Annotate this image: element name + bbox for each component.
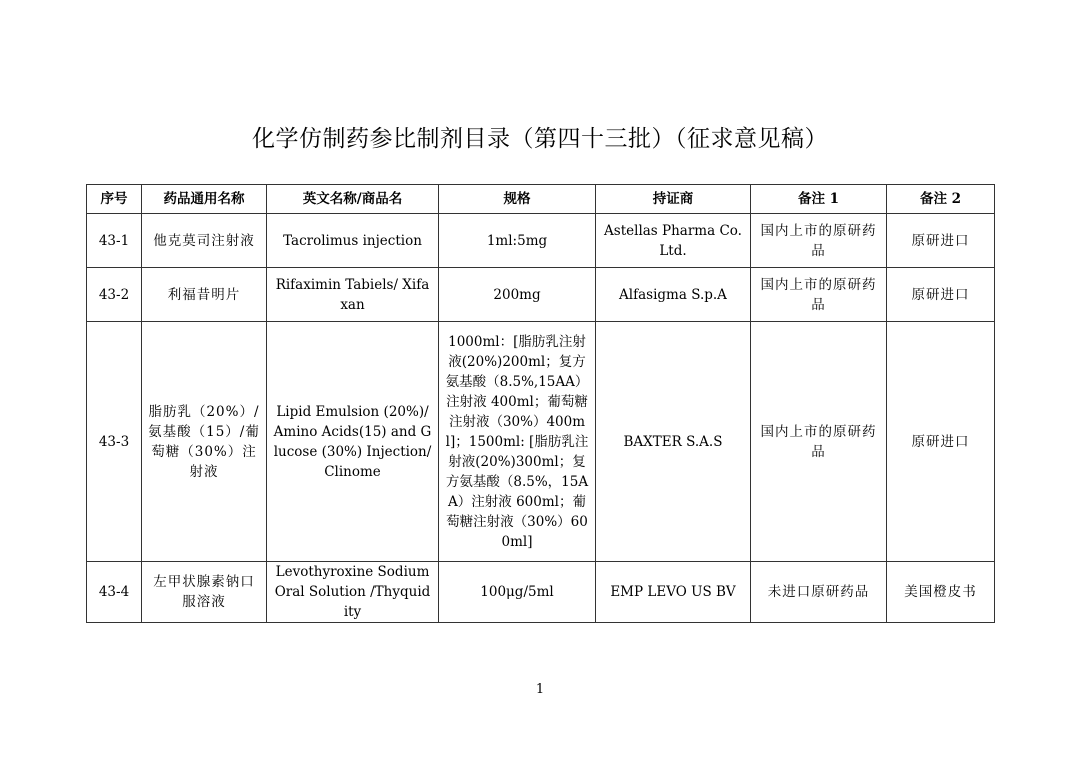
cell-holder: Astellas Pharma Co. Ltd. (596, 214, 751, 268)
cell-serial: 43-4 (87, 562, 142, 623)
cell-generic-name: 利福昔明片 (142, 268, 267, 322)
cell-note2: 原研进口 (887, 214, 995, 268)
cell-holder: Alfasigma S.p.A (596, 268, 751, 322)
cell-spec: 200mg (439, 268, 596, 322)
header-note2: 备注 2 (887, 185, 995, 214)
header-generic-name: 药品通用名称 (142, 185, 267, 214)
cell-holder: BAXTER S.A.S (596, 322, 751, 562)
cell-serial: 43-1 (87, 214, 142, 268)
cell-spec: 1ml:5mg (439, 214, 596, 268)
cell-note2: 美国橙皮书 (887, 562, 995, 623)
cell-note1: 国内上市的原研药品 (751, 214, 887, 268)
header-spec: 规格 (439, 185, 596, 214)
reference-drug-table (86, 184, 995, 623)
table-row (87, 322, 995, 562)
cell-generic-name: 他克莫司注射液 (142, 214, 267, 268)
cell-english-name: Rifaximin Tabiels/ Xifaxan (267, 268, 439, 322)
header-holder: 持证商 (596, 185, 751, 214)
cell-note1: 未进口原研药品 (751, 562, 887, 623)
cell-serial: 43-3 (87, 322, 142, 562)
cell-holder: EMP LEVO US BV (596, 562, 751, 623)
cell-spec: 100μg/5ml (439, 562, 596, 623)
cell-note2: 原研进口 (887, 268, 995, 322)
cell-note1: 国内上市的原研药品 (751, 268, 887, 322)
cell-english-name: Lipid Emulsion (20%)/Amino Acids(15) and Glucose (30%) Injection/Clinome (267, 322, 439, 562)
table-row (87, 562, 995, 623)
table-header-row (87, 185, 995, 214)
table-row (87, 268, 995, 322)
document-title: 化学仿制药参比制剂目录（第四十三批）（征求意见稿） (252, 126, 828, 152)
cell-note2: 原研进口 (887, 322, 995, 562)
cell-english-name: Levothyroxine Sodium Oral Solution /Thyquidity (267, 562, 439, 623)
cell-note1: 国内上市的原研药品 (751, 322, 887, 562)
header-note1: 备注 1 (751, 185, 887, 214)
cell-generic-name: 左甲状腺素钠口服溶液 (142, 562, 267, 623)
cell-english-name: Tacrolimus injection (267, 214, 439, 268)
page-number: 1 (535, 682, 545, 697)
table-row (87, 214, 995, 268)
cell-spec: 1000ml：[脂肪乳注射液(20%)200ml；复方氨基酸（8.5%,15AA）注射液 400ml；葡萄糖注射液（30%）400ml]；1500ml: [脂肪乳注射液(20%)300ml；复方氨基酸（8.5%，15AA）注射液 600ml；葡萄糖注射液（30%）600ml] (439, 322, 596, 562)
header-serial: 序号 (87, 185, 142, 214)
cell-generic-name: 脂肪乳（20%）/氨基酸（15）/葡萄糖（30%）注射液 (142, 322, 267, 562)
cell-serial: 43-2 (87, 268, 142, 322)
header-english-name: 英文名称/商品名 (267, 185, 439, 214)
